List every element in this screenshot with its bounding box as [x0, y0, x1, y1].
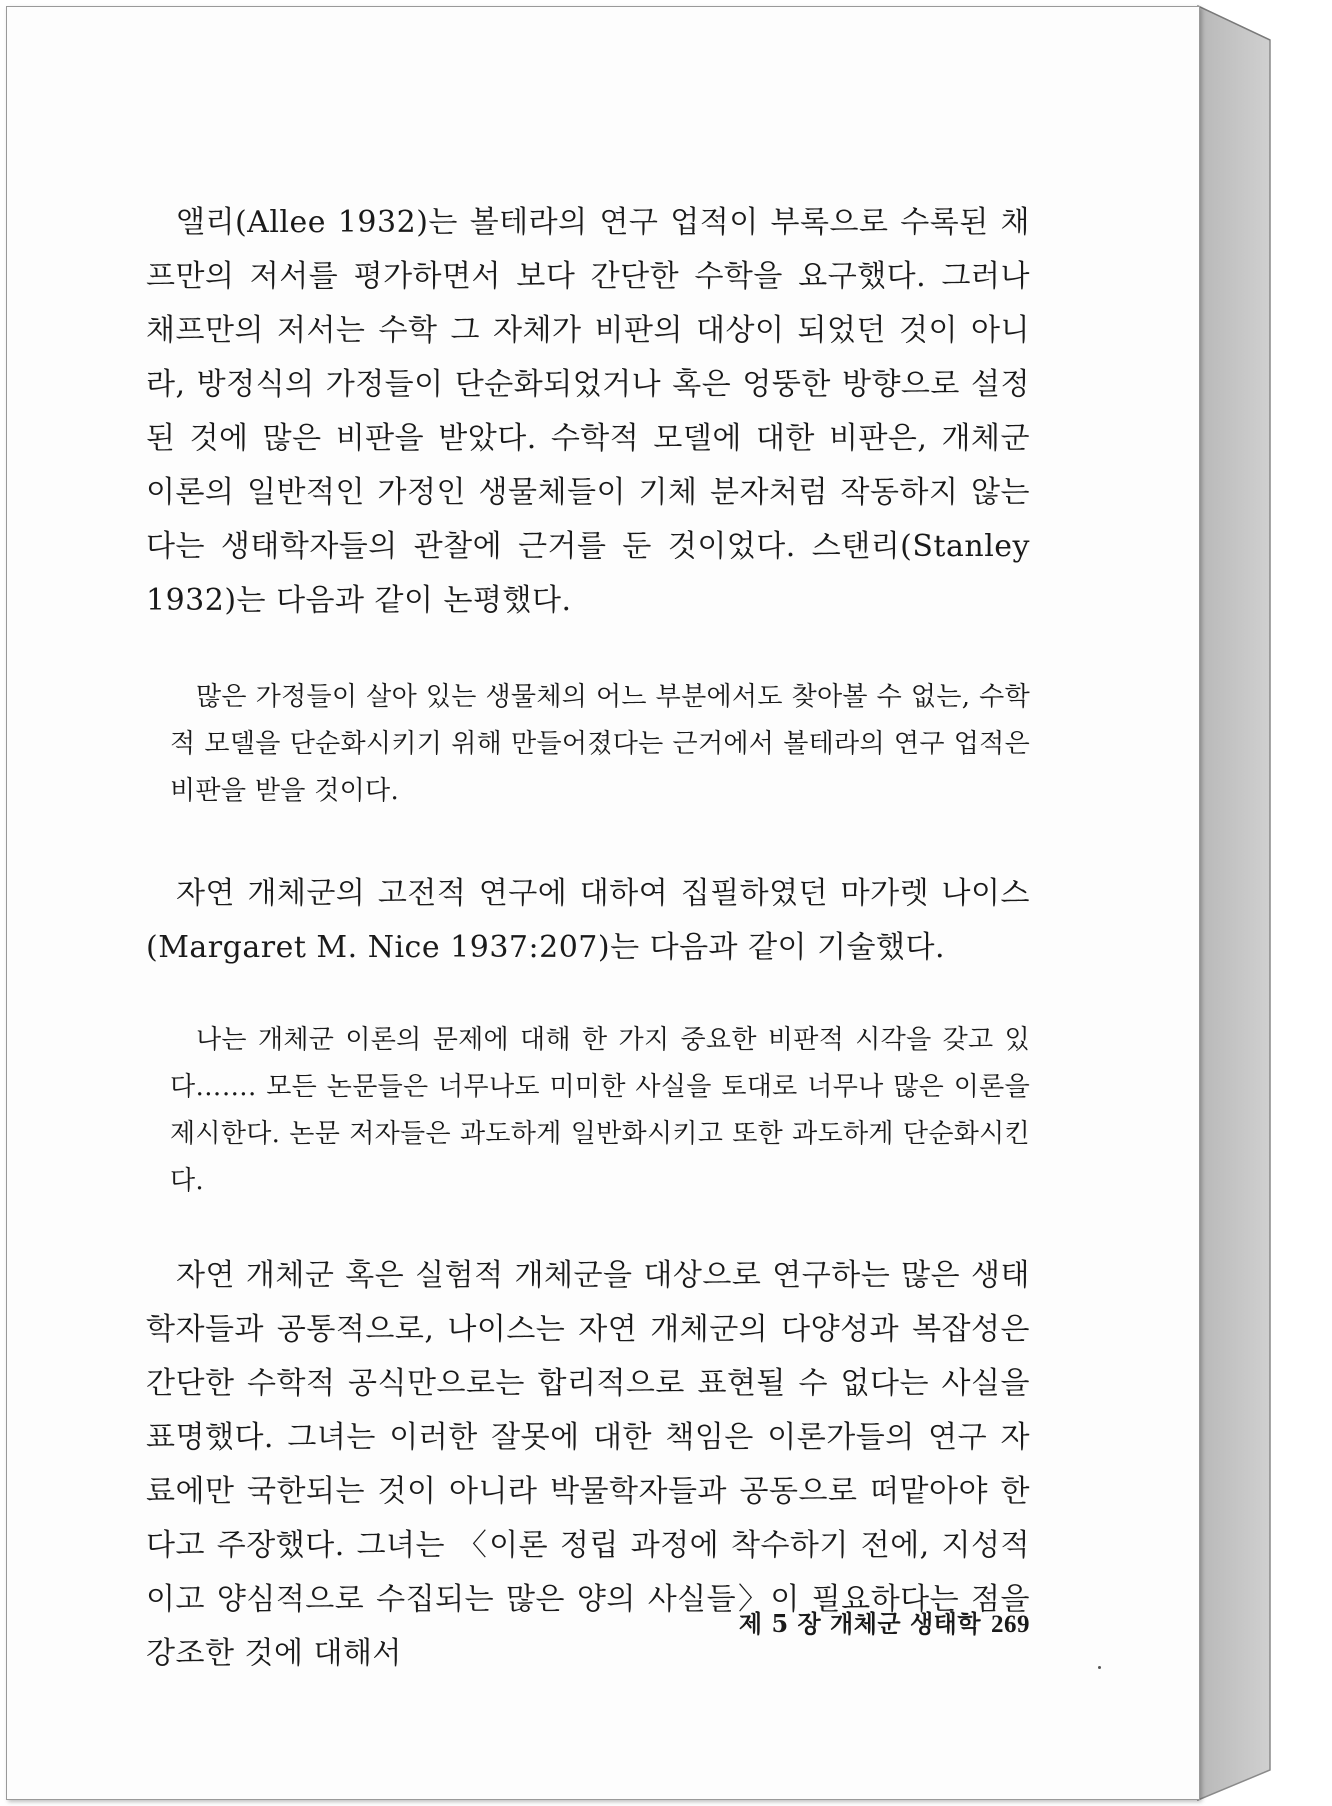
quote-stanley: 많은 가정들이 살아 있는 생물체의 어느 부분에서도 찾아볼 수 없는, 수학적 모델을 단순화시키기 위해 만들어졌다는 근거에서 볼테라의 연구 업적은 비판을 받을 것이다. — [170, 682, 1030, 806]
paragraph-allee: 앨리(Allee 1932)는 볼테라의 연구 업적이 부록으로 수록된 채프만의 저서를 평가하면서 보다 간단한 수학을 요구했다. 그러나 채프만의 저서는 수학 그 자체가 비판의 대상이 되었던 것이 아니라, 방정식의 가정들이 단순화되었거나 혹은 엉뚱한 방향으로 설정된 것에 많은 비판을 받았다. 수학적 모델에 대한 비판은, 개체군 이론의 일반적인 가정인 생물체들이 기체 분자처럼 작동하지 않는다는 생태학자들의 관찰에 근거를 둔 것이었다. 스탠리(Stanley 1932)는 다음과 같이 논평했다. — [146, 205, 1030, 618]
chapter-title: 제 5 장 개체군 생태학 — [738, 1609, 981, 1638]
quote-nice: 나는 개체군 이론의 문제에 대해 한 가지 중요한 비판적 시각을 갖고 있다……. 모든 논문들은 너무나도 미미한 사실을 토대로 너무나 많은 이론을 제시한다. 논문 저자들은 과도하게 일반화시키고 또한 과도하게 단순화시킨다. — [170, 1025, 1030, 1196]
scan-speck — [1098, 1666, 1101, 1669]
page-number: 269 — [991, 1611, 1030, 1638]
page-footer — [739, 1604, 1030, 1639]
paragraph-ecologists: 자연 개체군 혹은 실험적 개체군을 대상으로 연구하는 많은 생태학자들과 공통적으로, 나이스는 자연 개체군의 다양성과 복잡성은 간단한 수학적 공식만으로는 합리적으로 표현될 수 없다는 사실을 표명했다. 그녀는 이러한 잘못에 대한 책임은 이론가들의 연구 자료에만 국한되는 것이 아니라 박물학자들과 공동으로 떠맡아야 한다고 주장했다. 그녀는 〈이론 정립 과정에 착수하기 전에, 지성적이고 양심적으로 수집되는 많은 양의 사실들〉이 필요하다는 점을 강조한 것에 대해서 — [146, 1258, 1030, 1671]
paragraph-nice: 자연 개체군의 고전적 연구에 대하여 집필하였던 마가렛 나이스(Margaret M. Nice 1937:207)는 다음과 같이 기술했다. — [146, 876, 1030, 965]
page-body — [146, 196, 1030, 1681]
